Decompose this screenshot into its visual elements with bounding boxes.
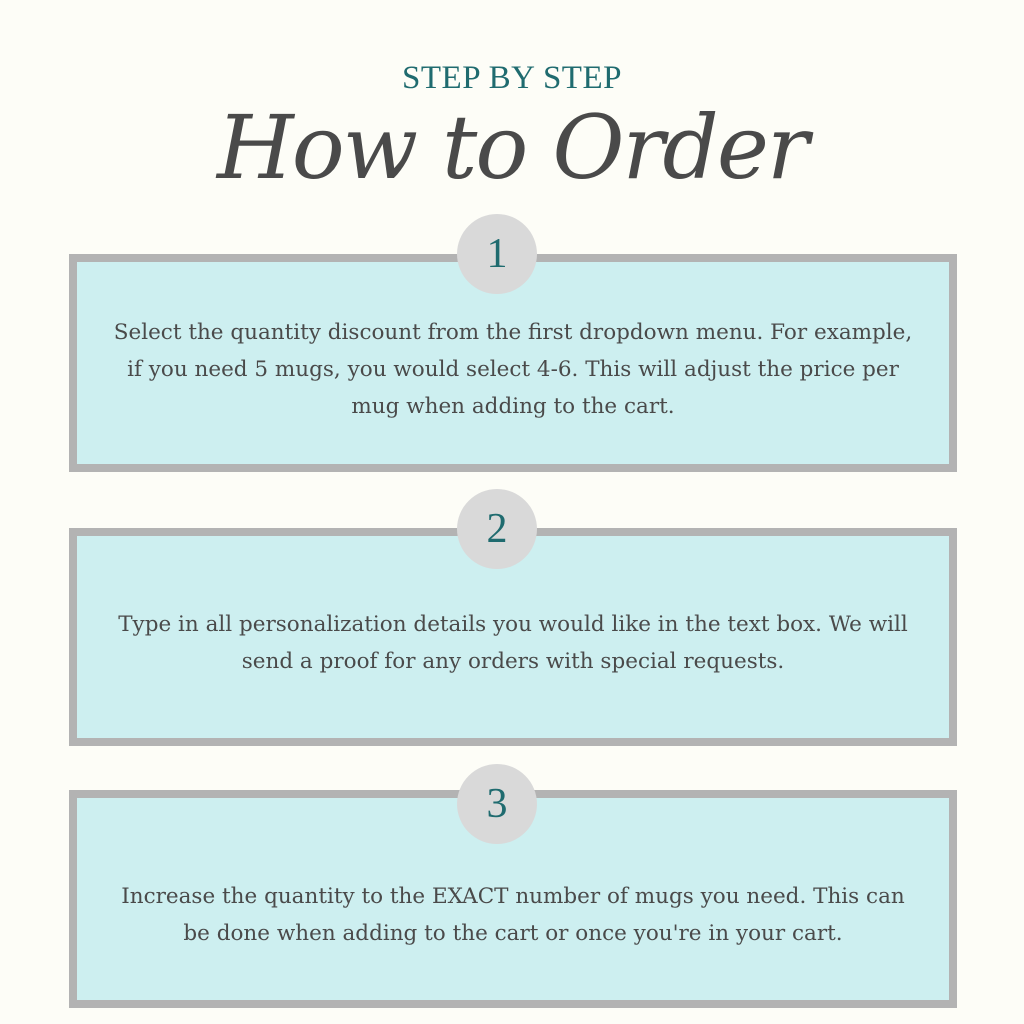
step-1-number-badge: 1: [457, 214, 537, 294]
step-3-number-badge: 3: [457, 764, 537, 844]
page-title: How to Order: [216, 96, 808, 199]
step-2-number-badge: 2: [457, 489, 537, 569]
step-1-text: Select the quantity discount from the first dropdown menu. For example, if you need 5 mugs, you would select 4-6. This will adjust the price per mug when adding to the cart.: [113, 320, 913, 419]
eyebrow-heading: STEP BY STEP: [402, 60, 622, 96]
step-3-text: Increase the quantity to the EXACT number of mugs you need. This can be done when adding to the cart or once you're in your cart.: [121, 884, 905, 946]
step-2-text: Type in all personalization details you would like in the text box. We will send a proof for any orders with special requests.: [118, 612, 908, 674]
